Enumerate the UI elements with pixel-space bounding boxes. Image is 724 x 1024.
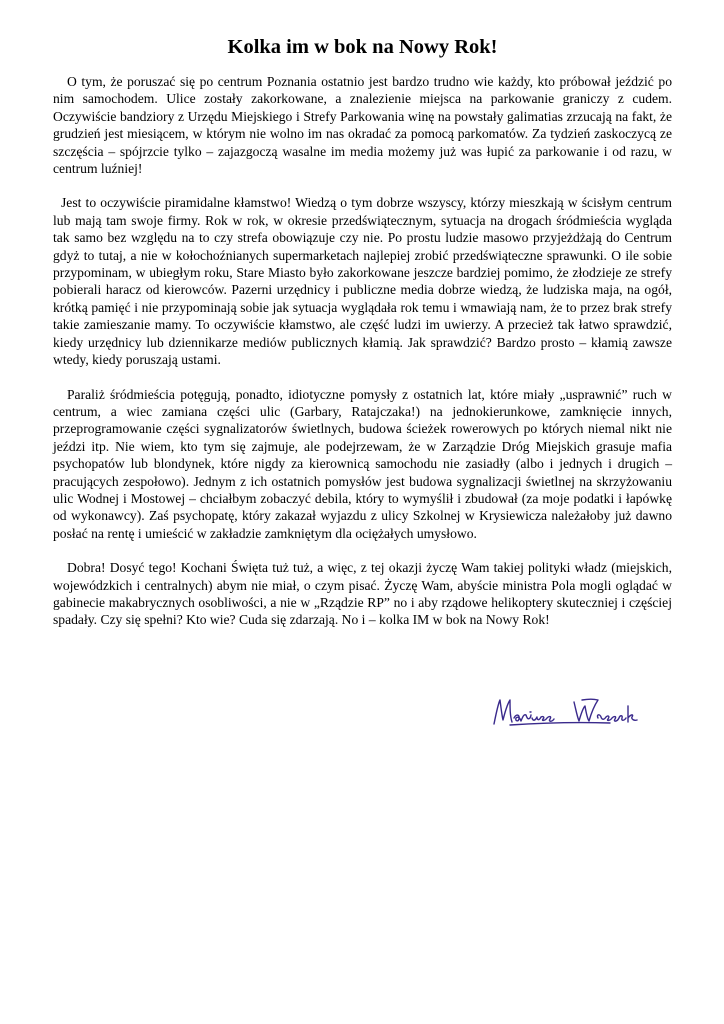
document-title: Kolka im w bok na Nowy Rok!: [227, 36, 498, 58]
document-page: [53, 34, 672, 646]
paragraph-3: Paraliż śródmieścia potęgują, ponadto, idiotyczne pomysły z ostatnich lat, które miały „usprawnić” ruch w centrum, a wiec zamiana części ulic (Garbary, Ratajczaka!) na jednokierunkowe, zamknięcie innych, przeprogramowanie części sygnalizatorów świetlnych, budowa ścieżek rowerowych po których niemal nikt nie jeździ itp. Nie wiem, kto tym się zajmuje, ale podejrzewam, że w Zarządzie Dróg Miejskich grasuje mafia psychopatów lub blondynek, które nigdy za kierownicą samochodu nie zasiadły (albo i jednych i drugich – pracujących zespołowo). Jednym z ich ostatnich pomysłów jest budowa sygnalizacji świetlnej na skrzyżowaniu ulic Wodnej i Mostowej – chciałbym zobaczyć debila, który to wymyślił i zbudował (za moje podatki i łapówkę od wykonawcy). Zaś psychopatę, który zakazał wyjazdu z ulicy Szkolnej w Krysiewicza należałoby już dawno posłać na rentę i umieścić w zakładzie zamkniętym dla ociężałych umysłowo.: [53, 386, 672, 541]
paragraph-4: Dobra! Dosyć tego! Kochani Święta tuż tuż, a więc, z tej okazji życzę Wam takiej polityki władz (miejskich, wojewódzkich i centralnych) abym nie miał, o czym pisać. Życzę Wam, abyście ministra Pola mogli oglądać w gabinecie makabrycznych osobliwości, a nie w „Rządzie RP” no i aby rządowe helikoptery skuteczniej i częściej spadały. Czy się spełni? Kto wie? Cuda się zdarzają. No i – kolka IM w bok na Nowy Rok!: [53, 560, 672, 628]
handwritten-signature: [490, 694, 650, 730]
paragraph-1: O tym, że poruszać się po centrum Poznania ostatnio jest bardzo trudno wie każdy, kto próbował jeździć po nim samochodem. Ulice zostały zakorkowane, a znalezienie miejsca na parkowanie graniczy z cudem. Oczywiście bandziory z Urzędu Miejskiego i Strefy Parkowania winę na powstały galimatias zrzucają na fakt, że grudzień jest miesiącem, w którym nie wolno im nas okradać za pomocą parkomatów. Za tydzień zaskoczycą ze szczęścia – spójrzcie tylko – zajazgoczą wasalne im media możemy już was łupić za parkowanie i od razu, w centrum luźniej!: [53, 74, 672, 177]
paragraph-2: Jest to oczywiście piramidalne kłamstwo! Wiedzą o tym dobrze wszyscy, którzy mieszkają w ścisłym centrum lub mają tam swoje firmy. Rok w rok, w okresie przedświątecznym, sytuacja na drogach śródmieścia wygląda tak samo bez względu na to czy strefa obowiązuje czy nie. Po prostu ludzie masowo przyjeżdżają do Centrum gdyż to tutaj, a nie w kołochoźnianych supermarketach najlepiej zrobić przedświąteczne sprawunki. O ile sobie przypominam, w ubiegłym roku, Stare Miasto było zakorkowane jeszcze bardziej pomimo, że złodzieje ze strefy pobierali haracz od kierowców. Pazerni urzędnicy i publiczne media dobrze wiedzą, że ludziska maja, na ogół, krótką pamięć i nie przypominają sobie jak sytuacja wyglądała rok temu i wmawiają nam, że to przez brak strefy takie zamieszanie mamy. To oczywiście kłamstwo, ale część ludzi im uwierzy. A przecież tak łatwo sprawdzić, kiedy urzędnicy lub dziennikarze mediów publicznych kłamią. Jak sprawdzić? Bardzo prosto – kłamią zawsze wtedy, kiedy poruszają ustami.: [53, 195, 672, 368]
